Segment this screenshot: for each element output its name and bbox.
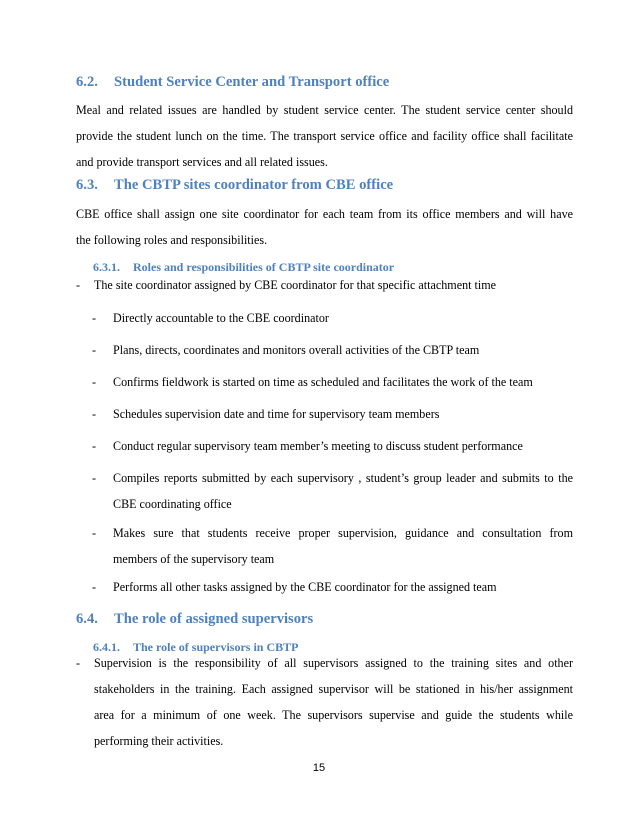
list-item-text: Confirms fieldwork is started on time as scheduled and facilitates the work of the team — [113, 375, 533, 389]
list-dash: - — [76, 278, 81, 292]
paragraph-line: the following roles and responsibilities. — [76, 233, 268, 247]
list-dash: - — [92, 407, 97, 421]
section-6-4-1-paragraph — [94, 650, 573, 754]
section-number: 6.2. — [76, 74, 98, 90]
list-item-text: Schedules supervision date and time for supervisory team members — [113, 407, 440, 421]
list-item — [113, 520, 573, 572]
paragraph-line: Supervision is the responsibility of all supervisors assigned to the training sites and other — [94, 656, 573, 670]
list-item — [113, 337, 573, 363]
list-dash: - — [92, 580, 97, 594]
intro-text: The site coordinator assigned by CBE coordinator for that specific attachment time — [94, 278, 496, 292]
list-item-text: CBE coordinating office — [113, 497, 232, 511]
list-item-text: Performs all other tasks assigned by the CBE coordinator for the assigned team — [113, 580, 497, 594]
section-title: The role of supervisors in CBTP — [133, 640, 299, 654]
section-title: The CBTP sites coordinator from CBE office — [114, 177, 394, 193]
section-title: Roles and responsibilities of CBTP site coordinator — [133, 260, 395, 274]
list-item — [113, 574, 573, 600]
list-dash: - — [92, 526, 97, 540]
list-item — [113, 369, 573, 395]
paragraph-line: provide the student lunch on the time. The transport service office and facility office shall facilitate — [76, 129, 573, 143]
list-item-text: Plans, directs, coordinates and monitors overall activities of the CBTP team — [113, 343, 480, 357]
list-dash: - — [92, 439, 97, 453]
list-item-text: members of the supervisory team — [113, 552, 275, 566]
page-number: 15 — [312, 762, 326, 774]
section-6-2-paragraph — [76, 97, 573, 175]
list-item — [113, 433, 573, 459]
list-item — [113, 305, 573, 331]
list-item-text: Compiles reports submitted by each supervisory , student’s group leader and submits to the — [113, 471, 573, 485]
list-dash: - — [92, 311, 97, 325]
list-dash: - — [92, 471, 97, 485]
section-6-3-paragraph — [76, 201, 573, 253]
list-item-text: Conduct regular supervisory team member’s meeting to discuss student performance — [113, 439, 523, 453]
paragraph-line: performing their activities. — [94, 734, 224, 748]
list-dash: - — [92, 343, 97, 357]
section-6-4-heading — [76, 611, 313, 628]
list-item — [113, 465, 573, 517]
section-title: The role of assigned supervisors — [114, 611, 314, 627]
section-number: 6.3. — [76, 177, 98, 193]
section-6-2-heading — [76, 74, 389, 91]
section-title: Student Service Center and Transport office — [114, 74, 390, 90]
list-dash: - — [92, 375, 97, 389]
paragraph-line: CBE office shall assign one site coordinator for each team from its office members and will have — [76, 207, 573, 221]
list-dash: - — [76, 656, 81, 670]
paragraph-line: area for a minimum of one week. The supervisors supervise and guide the students while — [94, 708, 573, 722]
section-6-3-heading — [76, 177, 393, 194]
list-item-text: Directly accountable to the CBE coordinator — [113, 311, 329, 325]
section-number: 6.3.1. — [93, 260, 120, 274]
paragraph-line: stakeholders in the training. Each assigned supervisor will be stationed in his/her assignment — [94, 682, 573, 696]
section-number: 6.4. — [76, 611, 98, 627]
paragraph-line: and provide transport services and all related issues. — [76, 155, 328, 169]
section-number: 6.4.1. — [93, 640, 120, 654]
paragraph-line: Meal and related issues are handled by student service center. The student service center should — [76, 103, 573, 117]
list-item — [113, 401, 573, 427]
list-item-text: Makes sure that students receive proper supervision, guidance and consultation from — [113, 526, 573, 540]
